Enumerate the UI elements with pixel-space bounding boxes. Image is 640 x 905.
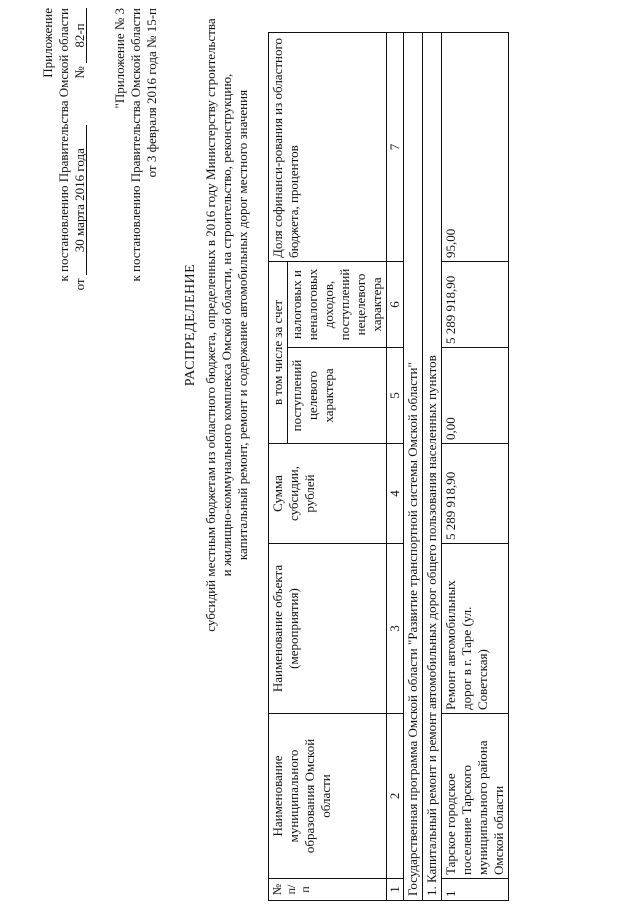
col-number: 4 xyxy=(387,444,404,544)
program-row: Государственная программа Омской области "Развитие транспортной системы Омской области" xyxy=(404,33,423,901)
decree-label: к постановлению Правительства Омской области xyxy=(56,8,71,282)
row-sum: 5 289 918,90 xyxy=(442,444,509,544)
decree2-date: от 3 февраля 2016 года № 15-п xyxy=(144,8,159,178)
col-number: 2 xyxy=(387,714,404,879)
decree2-label: к постановлению Правительства Омской области xyxy=(128,8,143,282)
decree-date-line: от 30 марта 2016 года № 82-п xyxy=(72,8,88,428)
decree-reference xyxy=(40,8,88,428)
decree-date: 30 марта 2016 года xyxy=(73,125,87,275)
row-object: Ремонт автомобильных дорог в г. Таре (ул. Советская) xyxy=(442,544,509,714)
row-municipality: Тарское городское поселение Тарского муниципального района Омской области xyxy=(442,714,509,879)
col-number: 5 xyxy=(387,348,404,444)
title-line-1: субсидий местным бюджетам из областного бюджета, определенных в 2016 году Министерству строительства xyxy=(203,18,218,632)
header-tax: налоговых и неналоговых доходов, поступлений нецелевого характера xyxy=(288,262,387,348)
header-share: Доля софинанси-рования из областного бюджета, процентов xyxy=(269,33,387,262)
header-including: в том числе за счет xyxy=(269,262,288,444)
row-tax: 5 289 918,90 xyxy=(442,262,509,348)
header-object: Наименование объекта (мероприятия) xyxy=(269,544,387,714)
header-num: № п/п xyxy=(269,879,387,901)
appendix3-label: "Приложение № 3 xyxy=(112,8,127,109)
col-number: 1 xyxy=(387,879,404,901)
header-targeted: поступлений целевого характера xyxy=(288,348,387,444)
col-number: 7 xyxy=(387,33,404,262)
table-row xyxy=(442,33,509,901)
decree-number: 82-п xyxy=(73,8,87,63)
row-targeted: 0,00 xyxy=(442,348,509,444)
subsidy-table xyxy=(268,32,509,901)
section-row: 1. Капитальный ремонт и ремонт автомобильных дорог общего пользования населенных пунктов xyxy=(423,33,442,901)
title-line-3: капитальный ремонт, ремонт и содержание автомобильных дорог местного значения xyxy=(235,89,250,561)
title-line-2: и жилищно-коммунального комплекса Омской области, на строительство, реконструкцию, xyxy=(219,73,234,577)
header-sum: Сумма субсидии, рублей xyxy=(269,444,387,544)
header-municipality: Наименование муниципального образования Омской области xyxy=(269,714,387,879)
row-num: 1 xyxy=(442,879,509,901)
appendix-label: Приложение xyxy=(40,8,55,78)
appendix3-reference xyxy=(112,8,160,428)
col-number: 3 xyxy=(387,544,404,714)
column-number-row xyxy=(387,33,404,901)
document-title-block xyxy=(183,15,251,635)
row-share: 95,00 xyxy=(442,33,509,262)
document-title: РАСПРЕДЕЛЕНИЕ xyxy=(183,263,198,387)
col-number: 6 xyxy=(387,262,404,348)
